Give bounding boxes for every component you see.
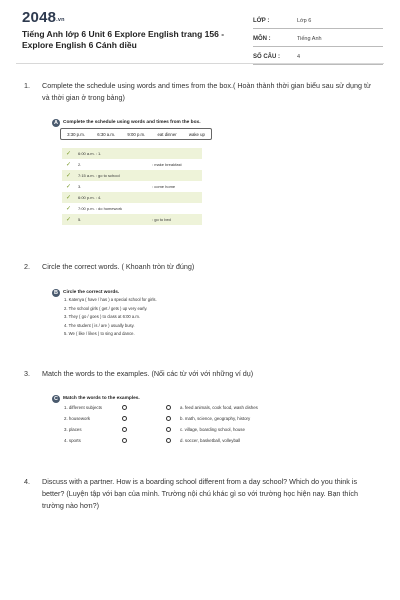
schedule-row: [62, 214, 202, 225]
match-row: [60, 415, 280, 424]
document-header: [16, 0, 384, 64]
check-icon: ✓: [66, 206, 72, 212]
meta-info: [253, 13, 383, 67]
schedule-time: 6:00 a.m. : 1.: [78, 151, 102, 156]
question-number: 4.: [24, 477, 30, 486]
match-dot-right[interactable]: [166, 416, 171, 421]
question-text: Discuss with a partner. How is a boarding school different from a day school? Which do you think is better? (Luyện tập với bạn của mình. Trường nội chú khác gì so với trường học hiện nay. Bạn thích trường nào hơn?): [42, 477, 359, 510]
meta-value: 4: [297, 53, 301, 60]
meta-row-class: [253, 13, 383, 29]
match-row: [60, 404, 280, 413]
list-item: 3. They ( go / goes ) to class at 6:00 a.m.: [64, 314, 141, 319]
schedule-row: [62, 148, 202, 159]
match-dot-right[interactable]: [166, 438, 171, 443]
question-2: [24, 261, 379, 273]
logo-suffix: .vn: [56, 17, 65, 23]
meta-key: MÔN :: [253, 35, 271, 42]
match-term: 3. places: [64, 427, 82, 432]
check-icon: ✓: [66, 151, 72, 157]
exercise-badge: B: [52, 289, 60, 297]
schedule: [62, 148, 202, 225]
exercise-badge: C: [52, 395, 60, 403]
schedule-row: [62, 192, 202, 203]
match-example: c. village, boarding school, house: [180, 427, 245, 432]
question-number: 1.: [24, 81, 30, 90]
check-icon: ✓: [66, 162, 72, 168]
question-number: 2.: [24, 262, 30, 271]
question-number: 3.: [24, 369, 30, 378]
word-box: [60, 128, 212, 140]
match-dot-right[interactable]: [166, 405, 171, 410]
question-1: [24, 80, 379, 104]
schedule-time: 7:00 p.m. : do homework: [78, 206, 123, 211]
meta-key: SỐ CÂU :: [253, 53, 280, 60]
exercise-title: Circle the correct words.: [63, 290, 120, 296]
question-text: Complete the schedule using words and times from the box.( Hoàn thành thời gian biểu sau sử dụng từ và thời gian ở trong bảng): [42, 81, 371, 102]
match-term: 2. housework: [64, 416, 91, 421]
match-dot-left[interactable]: [122, 416, 127, 421]
match-dot-right[interactable]: [166, 427, 171, 432]
word-item: 6:30 a.m.: [97, 131, 116, 137]
match-term: 4. sports: [64, 438, 81, 443]
schedule-activity: : go to bed: [152, 217, 171, 222]
schedule-time: 6:00 p.m. : 4.: [78, 195, 102, 200]
exercise-title: Complete the schedule using words and times from the box.: [63, 120, 201, 126]
question-4: [24, 476, 379, 512]
word-item: wake up: [188, 131, 205, 137]
exercise-title: Match the words to the examples.: [63, 396, 140, 402]
list-item: 1. Katenya ( have / has ) a special school for girls.: [64, 297, 157, 302]
exercise-badge: A: [52, 119, 60, 127]
word-item: 3:30 p.m.: [67, 131, 86, 137]
schedule-row: [62, 170, 202, 181]
meta-value: Tiếng Anh: [297, 35, 322, 42]
meta-key: LỚP :: [253, 17, 270, 24]
list-item: 2. The school girls ( get / gets ) up very early.: [64, 305, 148, 311]
match-example: a. feed animals, cook food, wash dishes: [180, 405, 258, 410]
site-logo[interactable]: [22, 9, 65, 26]
page-title: Tiếng Anh lớp 6 Unit 6 Explore English trang 156 - Explore English 6 Cánh diều: [22, 29, 225, 50]
schedule-time: 7:15 a.m. : go to school: [78, 173, 120, 178]
question-text: Match the words to the examples. (Nối các từ với với những ví dụ): [42, 369, 254, 378]
check-icon: ✓: [66, 217, 72, 223]
schedule-activity: : come home: [152, 184, 176, 189]
logo-text: 2048: [22, 9, 57, 26]
list-item: 5. We ( like / likes ) to sing and dance.: [64, 331, 135, 336]
match-example: d. soccer, basketball, volleyball: [180, 438, 241, 443]
match-dot-left[interactable]: [122, 427, 127, 432]
schedule-activity: : make breakfast: [152, 162, 182, 167]
check-icon: ✓: [66, 184, 72, 190]
meta-row-subject: [253, 31, 383, 47]
match-row: [60, 437, 280, 446]
meta-row-count: [253, 49, 383, 65]
circle-list: [64, 296, 157, 339]
question-text: Circle the correct words. ( Khoanh tròn từ đúng): [42, 262, 195, 271]
question-3: [24, 368, 379, 380]
match-dot-left[interactable]: [122, 438, 127, 443]
meta-value: Lớp 6: [297, 17, 312, 24]
schedule-row: [62, 181, 202, 192]
schedule-time: 3.: [78, 184, 82, 189]
schedule-row: [62, 159, 202, 170]
schedule-time: 5.: [78, 217, 82, 222]
schedule-row: [62, 203, 202, 214]
match-row: [60, 426, 280, 435]
check-icon: ✓: [66, 173, 72, 179]
word-item: 9:00 p.m.: [127, 131, 146, 137]
match-term: 1. different subjects: [64, 405, 102, 410]
word-item: eat dinner: [157, 131, 177, 137]
list-item: 4. The student ( is / are ) usually busy.: [64, 322, 135, 328]
check-icon: ✓: [66, 195, 72, 201]
schedule-time: 2.: [78, 162, 82, 167]
match-dot-left[interactable]: [122, 405, 127, 410]
match-example: b. math, science, geography, history: [180, 416, 251, 421]
